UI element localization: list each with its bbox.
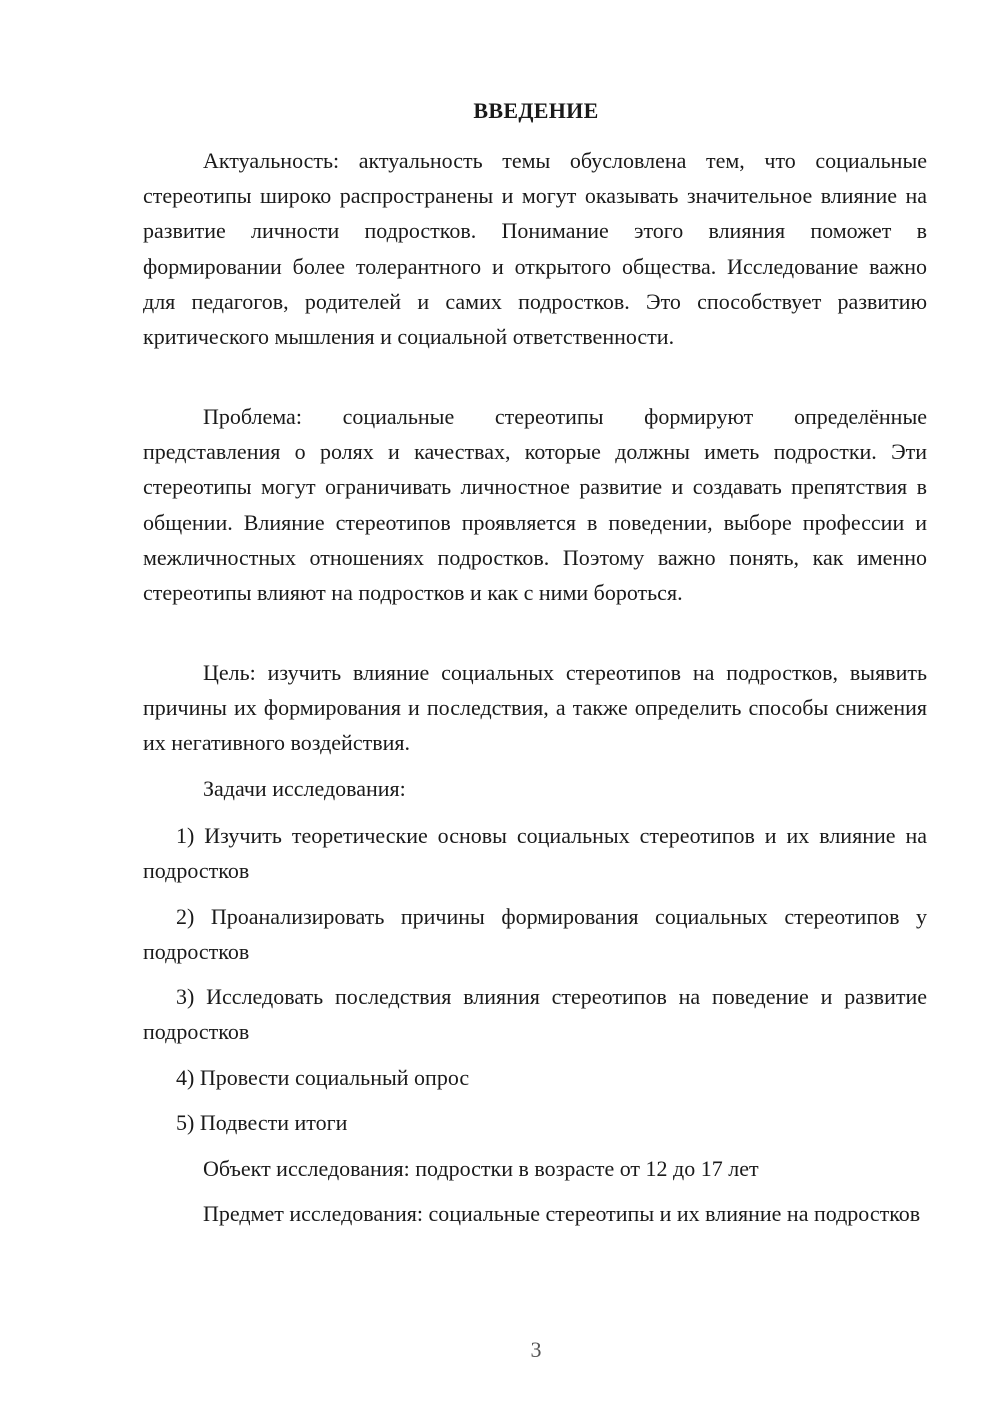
- task-item-4: 4) Провести социальный опрос: [176, 1065, 470, 1090]
- task-item-2: 2) Проанализировать причины формирования социальных стереотипов у подростков: [143, 904, 927, 965]
- task-item-5: 5) Подвести итоги: [176, 1110, 348, 1135]
- paragraph-subject: Предмет исследования: социальные стереотипы и их влияние на подростков: [203, 1201, 921, 1226]
- paragraph-relevance: Актуальность: актуальность темы обусловлена тем, что социальные стереотипы широко распространены и могут оказывать значительное влияние на развитие личности подростков. Понимание этого влияния поможет в формировании более толерантного и открытого общества. Исследование важно для педагогов, родителей и самих подростков. Это способствует развитию критического мышления и социальной ответственности.: [143, 148, 927, 350]
- paragraph-problem: Проблема: социальные стереотипы формируют определённые представления о ролях и качествах, которые должны иметь подростки. Эти стереотипы могут ограничивать личностное развитие и создавать препятствия в общении. Влияние стереотипов проявляется в поведении, выборе профессии и межличностных отношениях подростков. Поэтому важно понять, как именно стереотипы влияют на подростков и как с ними бороться.: [143, 404, 927, 606]
- paragraph-object: Объект исследования: подростки в возрасте от 12 до 17 лет: [203, 1156, 759, 1181]
- page-title: ВВЕДЕНИЕ: [473, 98, 599, 123]
- paragraph-goal: Цель: изучить влияние социальных стереотипов на подростков, выявить причины их формирования и последствия, а также определить способы снижения их негативного воздействия.: [143, 660, 927, 756]
- paragraph-tasks-heading: Задачи исследования:: [203, 776, 406, 801]
- task-item-1: 1) Изучить теоретические основы социальных стереотипов и их влияние на подростков: [143, 823, 927, 884]
- page-number: 3: [530, 1337, 542, 1362]
- task-item-3: 3) Исследовать последствия влияния стереотипов на поведение и развитие подростков: [143, 984, 927, 1045]
